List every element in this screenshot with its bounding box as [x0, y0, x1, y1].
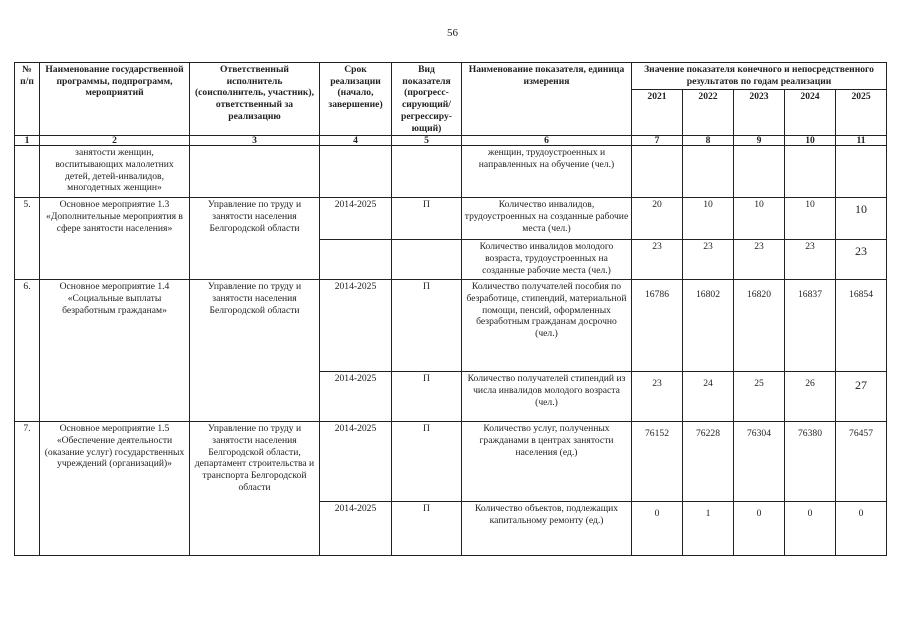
header-name: Наименование государственной программы, подпрограмм, мероприятий [40, 63, 190, 136]
cell-executor [190, 146, 320, 198]
cell-kind [392, 240, 462, 280]
cell-value: 1 [683, 502, 734, 556]
cell-value: 76304 [734, 422, 785, 502]
cell-indicator-name: Количество получателей пособия по безработице, стипендий, материальной помощи, пенсий, оформленных безработным гражданам досрочно (чел.) [462, 280, 632, 372]
column-number: 4 [320, 136, 392, 146]
cell-kind: П [392, 422, 462, 502]
cell-value: 24 [683, 372, 734, 422]
header-year: 2021 [632, 90, 683, 136]
page-number: 56 [447, 27, 458, 39]
cell-value: 0 [836, 502, 887, 556]
cell-value: 23 [734, 240, 785, 280]
cell-indicator-name: Количество объектов, подлежащих капитальному ремонту (ед.) [462, 502, 632, 556]
column-number: 7 [632, 136, 683, 146]
header-row [15, 63, 887, 90]
cell-period [320, 240, 392, 280]
cell-value: 23 [632, 240, 683, 280]
cell-indicator-name: Количество инвалидов, трудоустроенных на созданные рабочие места (чел.) [462, 198, 632, 240]
cell-value: 10 [683, 198, 734, 240]
cell-period: 2014-2025 [320, 372, 392, 422]
cell-kind: П [392, 502, 462, 556]
table-row [15, 422, 887, 502]
cell-executor: Управление по труду и занятости населения Белгородской области, департамент строительства и транспорта Белгородской области [190, 422, 320, 556]
cell-value [632, 146, 683, 198]
cell-value [734, 146, 785, 198]
cell-value [836, 146, 887, 198]
cell-program-name: Основное мероприятие 1.4 «Социальные выплаты безработным гражданам» [40, 280, 190, 422]
cell-period: 2014-2025 [320, 502, 392, 556]
header-year: 2025 [836, 90, 887, 136]
cell-period [320, 146, 392, 198]
cell-value: 0 [785, 502, 836, 556]
cell-num: 6. [15, 280, 40, 422]
cell-value: 10 [836, 198, 887, 240]
cell-value: 76228 [683, 422, 734, 502]
cell-value: 76380 [785, 422, 836, 502]
cell-period: 2014-2025 [320, 280, 392, 372]
column-number: 6 [462, 136, 632, 146]
cell-executor: Управление по труду и занятости населения Белгородской области [190, 198, 320, 280]
cell-indicator-name: Количество услуг, полученных гражданами в центрах занятости населения (ед.) [462, 422, 632, 502]
cell-value: 76152 [632, 422, 683, 502]
column-number: 2 [40, 136, 190, 146]
cell-executor: Управление по труду и занятости населения Белгородской области [190, 280, 320, 422]
column-number: 5 [392, 136, 462, 146]
header-num: № п/п [15, 63, 40, 136]
header-year: 2022 [683, 90, 734, 136]
column-number: 11 [836, 136, 887, 146]
cell-kind [392, 146, 462, 198]
cell-value: 16820 [734, 280, 785, 372]
table-row [15, 280, 887, 372]
table-row [15, 198, 887, 240]
table-row [15, 146, 887, 198]
cell-value: 16786 [632, 280, 683, 372]
header-year: 2024 [785, 90, 836, 136]
column-number: 1 [15, 136, 40, 146]
cell-num: 5. [15, 198, 40, 280]
cell-value: 0 [734, 502, 785, 556]
cell-program-name: Основное мероприятие 1.3 «Дополнительные мероприятия в сфере занятости населения» [40, 198, 190, 280]
column-numbers-row [15, 136, 887, 146]
cell-value: 16802 [683, 280, 734, 372]
cell-num [15, 146, 40, 198]
cell-value: 26 [785, 372, 836, 422]
cell-value: 16837 [785, 280, 836, 372]
cell-indicator-name: женщин, трудоустроенных и направленных на обучение (чел.) [462, 146, 632, 198]
cell-value: 0 [632, 502, 683, 556]
column-number: 9 [734, 136, 785, 146]
cell-num: 7. [15, 422, 40, 556]
cell-period: 2014-2025 [320, 422, 392, 502]
cell-program-name: Основное мероприятие 1.5 «Обеспечение деятельности (оказание услуг) государственных учреждений (организаций)» [40, 422, 190, 556]
cell-indicator-name: Количество получателей стипендий из числа инвалидов молодого возраста (чел.) [462, 372, 632, 422]
cell-kind: П [392, 372, 462, 422]
cell-kind: П [392, 280, 462, 372]
cell-value: 23 [683, 240, 734, 280]
cell-value [683, 146, 734, 198]
column-number: 3 [190, 136, 320, 146]
cell-value: 23 [632, 372, 683, 422]
program-table [14, 62, 887, 556]
header-year: 2023 [734, 90, 785, 136]
cell-value: 25 [734, 372, 785, 422]
header-period: Срок реализации (начало, завершение) [320, 63, 392, 136]
header-kind: Вид показателя (прогресс-сирующий/ регрессиру-ющий) [392, 63, 462, 136]
header-executor: Ответственный исполнитель (соисполнитель, участник), ответственный за реализацию [190, 63, 320, 136]
cell-value: 10 [734, 198, 785, 240]
cell-period: 2014-2025 [320, 198, 392, 240]
cell-value: 10 [785, 198, 836, 240]
cell-value: 16854 [836, 280, 887, 372]
cell-kind: П [392, 198, 462, 240]
header-indicator: Наименование показателя, единица измерения [462, 63, 632, 136]
header-values-group: Значение показателя конечного и непосредственного результатов по годам реализации [632, 63, 887, 90]
cell-value: 23 [836, 240, 887, 280]
cell-program-name: занятости женщин, воспитывающих малолетних детей, детей-инвалидов, многодетных женщин» [40, 146, 190, 198]
column-number: 8 [683, 136, 734, 146]
column-number: 10 [785, 136, 836, 146]
cell-value: 20 [632, 198, 683, 240]
cell-value [785, 146, 836, 198]
cell-value: 23 [785, 240, 836, 280]
cell-indicator-name: Количество инвалидов молодого возраста, трудоустроенных на созданные рабочие места (чел.) [462, 240, 632, 280]
cell-value: 76457 [836, 422, 887, 502]
cell-value: 27 [836, 372, 887, 422]
